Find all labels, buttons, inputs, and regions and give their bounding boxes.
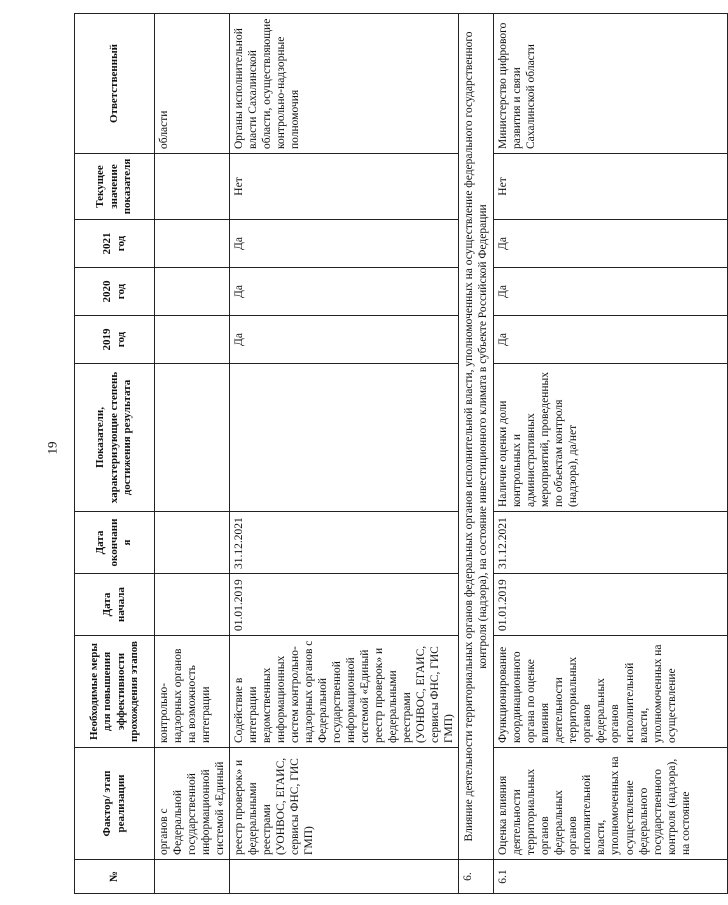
cell-start: 01.01.2019 bbox=[230, 574, 459, 636]
cell-factor: органов с Федеральной государственной информационной системой «Единый bbox=[155, 748, 230, 860]
cell-start: 01.01.2019 bbox=[494, 574, 728, 636]
cell-responsible: Министерство цифрового развития и связи Сахалинской области bbox=[494, 14, 728, 154]
section-title: Влияние деятельности территориальных органов федеральных органов исполнительной власти, уполномоченных на осуществление федерального государственного контроля (надзора), на состояние инвестиционного климата в субъекте Российской Федерации bbox=[459, 14, 494, 860]
section-num: 6. bbox=[459, 860, 494, 894]
cell-num bbox=[155, 860, 230, 894]
table-container bbox=[74, 14, 692, 894]
cell-factor: Оценка влияния деятельности территориальных органов федеральных органов исполнительной власти, уполномоченных на осуществление федерального государственного контроля (надзора), на состояние bbox=[494, 748, 728, 860]
header-2020: 2020 год bbox=[75, 268, 155, 316]
cell-num: 6.1 bbox=[494, 860, 728, 894]
section-row bbox=[459, 14, 494, 894]
table-row bbox=[494, 14, 728, 894]
cell-2019 bbox=[155, 316, 230, 364]
cell-responsible: области bbox=[155, 14, 230, 154]
cell-measures: контрольно-надзорных органов на возможность интеграции bbox=[155, 636, 230, 748]
cell-2019: Да bbox=[230, 316, 459, 364]
header-2021: 2021 год bbox=[75, 220, 155, 268]
cell-indicators bbox=[230, 364, 459, 512]
cell-2020: Да bbox=[494, 268, 728, 316]
cell-current: Нет bbox=[230, 154, 459, 220]
cell-indicators: Наличие оценки доли контрольных и административных мероприятий, проведенных по объектам контроля (надзора), да/нет bbox=[494, 364, 728, 512]
table-header-row bbox=[75, 14, 155, 894]
header-num: № bbox=[75, 860, 155, 894]
measures-table bbox=[74, 13, 728, 894]
cell-measures: Функционирование координационного органа по оценке влияния деятельности территориальных органов федеральных органов исполнительной власти, уполномоченных на осуществление bbox=[494, 636, 728, 748]
cell-2021: Да bbox=[494, 220, 728, 268]
header-start: Дата начала bbox=[75, 574, 155, 636]
table-row bbox=[155, 14, 230, 894]
cell-current bbox=[155, 154, 230, 220]
cell-2020: Да bbox=[230, 268, 459, 316]
cell-2019: Да bbox=[494, 316, 728, 364]
header-indicators: Показатели, характеризующие степень достижения результата bbox=[75, 364, 155, 512]
table-row bbox=[230, 14, 459, 894]
cell-measures: Содействие в интеграции ведомственных информационных систем контрольно-надзорных органов с Федеральной государственной информационной системой «Единый реестр проверок» и федеральными реестрами (УОНВОС, ЕГАИС, сервисы ФНС, ГИС ГМП) bbox=[230, 636, 459, 748]
cell-end: 31.12.2021 bbox=[230, 512, 459, 574]
cell-indicators bbox=[155, 364, 230, 512]
header-measures: Необходимые меры для повышения эффективности прохождения этапов bbox=[75, 636, 155, 748]
cell-2021 bbox=[155, 220, 230, 268]
cell-end: 31.12.2021 bbox=[494, 512, 728, 574]
page-number: 19 bbox=[44, 441, 60, 455]
cell-2021: Да bbox=[230, 220, 459, 268]
rotated-page-area bbox=[74, 14, 692, 894]
cell-current: Нет bbox=[494, 154, 728, 220]
cell-responsible: Органы исполнительной власти Сахалинской области, осуществляющие контрольно-надзорные полномочия bbox=[230, 14, 459, 154]
header-2019: 2019 год bbox=[75, 316, 155, 364]
cell-start bbox=[155, 574, 230, 636]
header-current: Текущее значение показателя bbox=[75, 154, 155, 220]
cell-num bbox=[230, 860, 459, 894]
cell-2020 bbox=[155, 268, 230, 316]
header-responsible: Ответственный bbox=[75, 14, 155, 154]
header-end: Дата окончания bbox=[75, 512, 155, 574]
cell-factor: реестр проверок» и федеральными реестрами (УОНВОС, ЕГАИС, сервисы ФНС, ГИС ГМП) bbox=[230, 748, 459, 860]
header-factor: Фактор/ этап реализации bbox=[75, 748, 155, 860]
cell-end bbox=[155, 512, 230, 574]
